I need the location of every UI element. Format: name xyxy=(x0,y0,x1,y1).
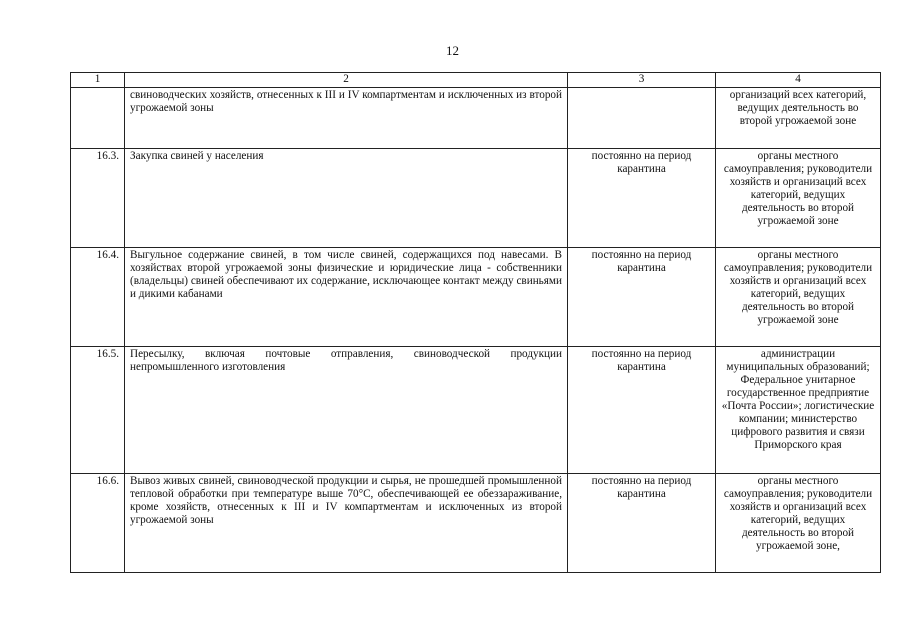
table-row xyxy=(71,88,881,149)
item-number xyxy=(71,88,125,149)
table-row xyxy=(71,149,881,248)
column-header-3: 3 xyxy=(568,73,716,88)
item-number: 16.4. xyxy=(71,248,125,347)
table-row xyxy=(71,248,881,347)
responsible-parties: органы местного самоуправления; руководители хозяйств и организаций всех категорий, ведущих деятельность во второй угрожаемой зоне, xyxy=(716,474,881,573)
measure-description: Вывоз живых свиней, свиноводческой продукции и сырья, не прошедшей промышленной тепловой обработки при температуре выше 70°С, обеспечивающей ее обеззараживание, кроме хозяйств, отнесенных к III и IV компартментам и исключенных из второй угрожаемой зоны xyxy=(125,474,568,573)
responsible-parties: администрации муниципальных образований; Федеральное унитарное государственное предприятие «Почта России»; логистические компании; министерство цифрового развития и связи Приморского края xyxy=(716,347,881,474)
page-number: 12 xyxy=(446,43,459,58)
measure-period: постоянно на период карантина xyxy=(568,474,716,573)
item-number: 16.5. xyxy=(71,347,125,474)
measure-period: постоянно на период карантина xyxy=(568,347,716,474)
column-header-1: 1 xyxy=(71,73,125,88)
measure-description: Выгульное содержание свиней, в том числе свиней, содержащихся под навесами. В хозяйствах второй угрожаемой зоны физические и юридические лица - собственники (владельцы) свиней обеспечивают их содержание, исключающее контакт между свиньями и дикими кабанами xyxy=(125,248,568,347)
item-number: 16.6. xyxy=(71,474,125,573)
responsible-parties: организаций всех категорий, ведущих деятельность во второй угрожаемой зоне xyxy=(716,88,881,149)
measure-period: постоянно на период карантина xyxy=(568,149,716,248)
measures-table xyxy=(70,72,881,573)
column-header-4: 4 xyxy=(716,73,881,88)
table-header-row xyxy=(71,73,881,88)
measure-period xyxy=(568,88,716,149)
table-row xyxy=(71,474,881,573)
responsible-parties: органы местного самоуправления; руководители хозяйств и организаций всех категорий, ведущих деятельность во второй угрожаемой зоне xyxy=(716,248,881,347)
responsible-parties: органы местного самоуправления; руководители хозяйств и организаций всех категорий, ведущих деятельность во второй угрожаемой зоне xyxy=(716,149,881,248)
item-number: 16.3. xyxy=(71,149,125,248)
measure-description: Пересылку, включая почтовые отправления, свиноводческой продукции непромышленного изготовления xyxy=(125,347,568,474)
measure-description: свиноводческих хозяйств, отнесенных к III и IV компартментам и исключенных из второй угрожаемой зоны xyxy=(125,88,568,149)
column-header-2: 2 xyxy=(125,73,568,88)
measure-description: Закупка свиней у населения xyxy=(125,149,568,248)
measure-period: постоянно на период карантина xyxy=(568,248,716,347)
table-row xyxy=(71,347,881,474)
